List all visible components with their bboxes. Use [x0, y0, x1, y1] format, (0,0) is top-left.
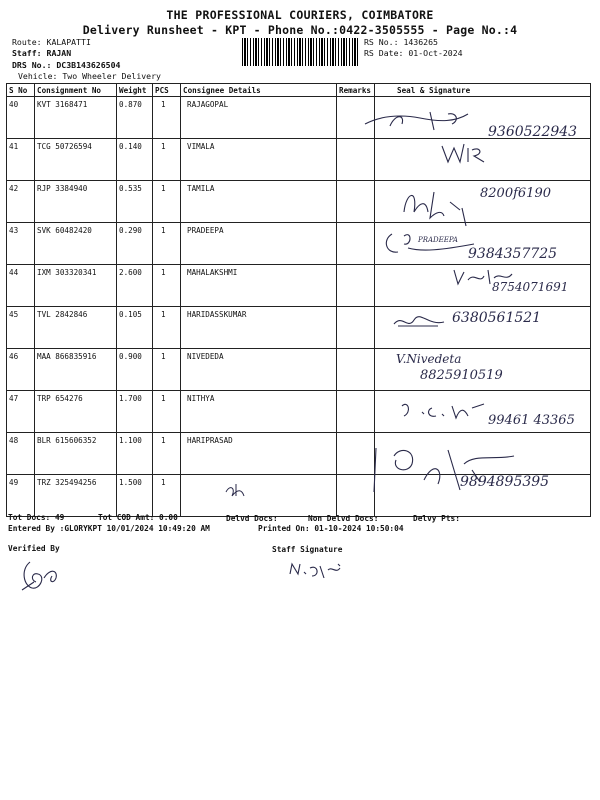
phone-row-49: 9894895395: [460, 474, 550, 490]
weight-cell: 0.290: [117, 223, 153, 265]
phone-row-43: 9384357725: [468, 246, 558, 262]
sno-cell: 48: [7, 433, 35, 475]
col-remarks: Remarks: [337, 84, 375, 97]
remarks-cell: [337, 391, 375, 433]
weight-cell: 2.600: [117, 265, 153, 307]
scribble-row-42: 8200f6190: [480, 186, 551, 201]
verifier-signature: [18, 556, 68, 596]
signature-row-42: [400, 182, 480, 232]
col-weight: Weight: [117, 84, 153, 97]
pcs-cell: 1: [153, 391, 181, 433]
consignment-cell: MAA 866835916: [35, 349, 117, 391]
vehicle-line: Vehicle: Two Wheeler Delivery: [18, 71, 161, 81]
consignee-cell: HARIPRASAD: [181, 433, 337, 475]
sno-cell: 46: [7, 349, 35, 391]
pcs-cell: 1: [153, 181, 181, 223]
route-line: Route: KALAPATTI: [12, 37, 91, 47]
sno-cell: 40: [7, 97, 35, 139]
consignee-cell: RAJAGOPAL: [181, 97, 337, 139]
sno-cell: 44: [7, 265, 35, 307]
consignment-cell: TRZ 325494256: [35, 475, 117, 517]
col-pcs: PCS: [153, 84, 181, 97]
remarks-cell: [337, 223, 375, 265]
col-sno: S No: [7, 84, 35, 97]
sno-cell: 42: [7, 181, 35, 223]
col-consignment: Consignment No: [35, 84, 117, 97]
printed-on: Printed On: 01-10-2024 10:50:04: [258, 524, 404, 533]
signature-row-46: V.Nivedeta: [396, 352, 462, 366]
rs-date-line: RS Date: 01-Oct-2024: [364, 48, 463, 58]
barcode: [242, 38, 358, 66]
consignment-cell: TCG 50726594: [35, 139, 117, 181]
consignee-cell: NITHYA: [181, 391, 337, 433]
rs-no-value: 1436265: [403, 37, 438, 47]
weight-cell: 1.100: [117, 433, 153, 475]
consignee-cell: TAMILA: [181, 181, 337, 223]
consignee-cell: NIVEDEDA: [181, 349, 337, 391]
company-name: THE PROFESSIONAL COURIERS, COIMBATORE: [166, 8, 434, 22]
consignment-cell: TVL 2842846: [35, 307, 117, 349]
pcs-cell: 1: [153, 307, 181, 349]
delivery-points: Delvy Pts:: [413, 514, 460, 523]
mark-row-49: [222, 482, 252, 500]
staff-line: Staff: RAJAN: [12, 48, 72, 58]
total-cod-amount: Tot COD Amt: 0.00: [98, 513, 178, 522]
remarks-cell: [337, 265, 375, 307]
verified-by-label: Verified By: [8, 544, 60, 553]
weight-cell: 0.140: [117, 139, 153, 181]
sno-cell: 43: [7, 223, 35, 265]
pcs-cell: 1: [153, 223, 181, 265]
weight-cell: 0.870: [117, 97, 153, 139]
pcs-cell: 1: [153, 97, 181, 139]
non-delivered-docs: Non Delvd Docs:: [308, 514, 379, 523]
entered-by: Entered By :GLORYKPT 10/01/2024 10:49:20 AM: [8, 524, 210, 533]
col-seal-signature: Seal & Signature: [375, 84, 591, 97]
consignment-cell: TRP 654276: [35, 391, 117, 433]
initials-row-41: [440, 140, 490, 166]
signature-row-45: [392, 312, 448, 332]
remarks-cell: [337, 349, 375, 391]
phone-row-47: 99461 43365: [488, 413, 575, 428]
vehicle-value: Two Wheeler Delivery: [62, 71, 161, 81]
consignee-cell: PRADEEPA: [181, 223, 337, 265]
consignment-cell: SVK 60482420: [35, 223, 117, 265]
consignment-cell: IXM 303320341: [35, 265, 117, 307]
staff-value: RAJAN: [46, 48, 72, 58]
weight-cell: 1.700: [117, 391, 153, 433]
pcs-cell: 1: [153, 433, 181, 475]
rs-no-line: RS No.: 1436265: [364, 37, 438, 47]
signature-row-40: [360, 108, 480, 138]
remarks-cell: [337, 181, 375, 223]
weight-cell: 0.535: [117, 181, 153, 223]
consignment-cell: KVT 3168471: [35, 97, 117, 139]
staff-signature-label: Staff Signature: [272, 545, 343, 554]
phone-row-46: 8825910519: [420, 368, 503, 383]
sno-cell: 41: [7, 139, 35, 181]
sno-cell: 49: [7, 475, 35, 517]
stamp-signature-row-48-49: [364, 440, 534, 502]
remarks-cell: [337, 139, 375, 181]
consignment-cell: RJP 3384940: [35, 181, 117, 223]
consignee-cell: MAHALAKSHMI: [181, 265, 337, 307]
weight-cell: 0.105: [117, 307, 153, 349]
weight-cell: 0.900: [117, 349, 153, 391]
phone-row-44: 8754071691: [492, 280, 569, 294]
route-value: KALAPATTI: [46, 37, 91, 47]
consignment-cell: BLR 615606352: [35, 433, 117, 475]
pcs-cell: 1: [153, 349, 181, 391]
sno-cell: 45: [7, 307, 35, 349]
pcs-cell: 1: [153, 475, 181, 517]
runsheet-title: Delivery Runsheet - KPT - Phone No.:0422-3505555 - Page No.:4: [82, 23, 518, 37]
sno-cell: 47: [7, 391, 35, 433]
delivered-docs: Delvd Docs:: [226, 514, 278, 523]
signature-row-47: [398, 398, 488, 422]
col-consignee: Consignee Details: [181, 84, 337, 97]
name-row-43: PRADEEPA: [418, 236, 458, 244]
drs-value: DC3B143626504: [56, 60, 121, 70]
consignee-cell: VIMALA: [181, 139, 337, 181]
pcs-cell: 1: [153, 265, 181, 307]
phone-row-40: 9360522943: [488, 124, 578, 140]
phone-row-45: 6380561521: [452, 310, 542, 326]
table-row: [7, 139, 591, 181]
rs-date-value: 01-Oct-2024: [408, 48, 463, 58]
staff-signature: [288, 560, 348, 582]
drs-line: DRS No.: DC3B143626504: [12, 60, 121, 70]
table-header-row: [7, 84, 591, 97]
remarks-cell: [337, 307, 375, 349]
table-row: [7, 349, 591, 391]
total-docs: Tot Docs: 49: [8, 513, 65, 522]
weight-cell: 1.500: [117, 475, 153, 517]
consignee-cell: HARIDASSKUMAR: [181, 307, 337, 349]
pcs-cell: 1: [153, 139, 181, 181]
consignee-cell: [181, 475, 337, 517]
